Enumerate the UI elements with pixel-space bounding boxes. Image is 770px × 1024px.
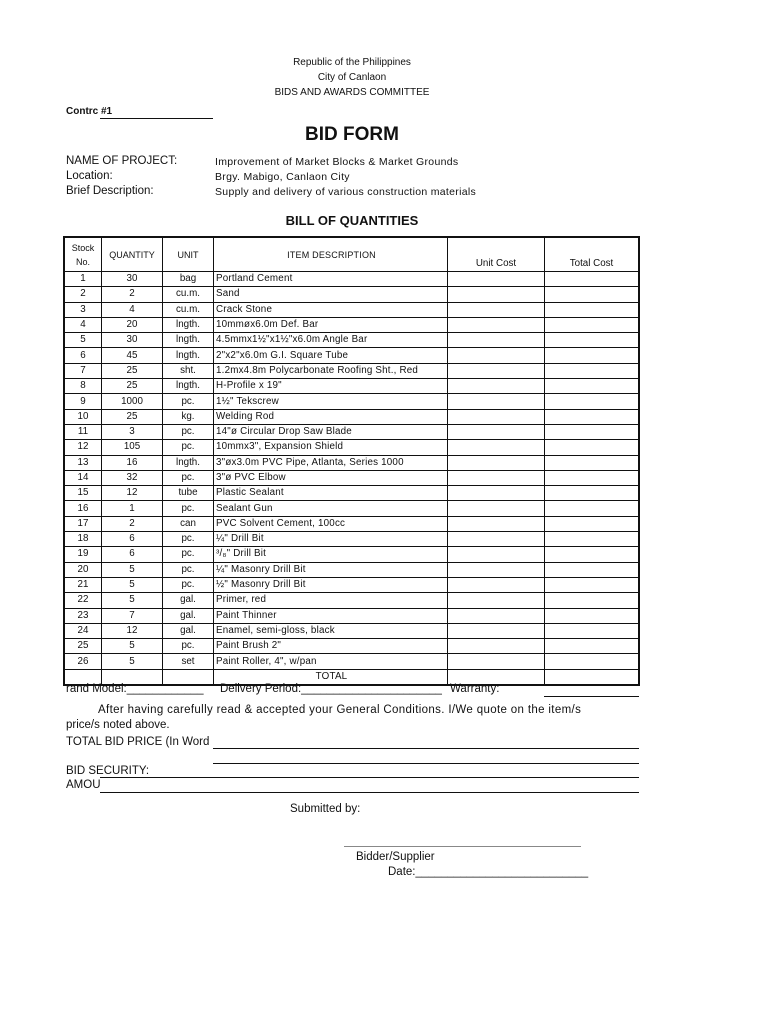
project-name-label: NAME OF PROJECT: xyxy=(66,155,178,167)
unit-cell: sht. xyxy=(163,363,214,378)
stock-no-cell: 18 xyxy=(64,532,102,547)
unit-cell: bag xyxy=(163,272,214,287)
stock-no-cell: 16 xyxy=(64,501,102,516)
stock-no-cell: 23 xyxy=(64,608,102,623)
description-cell: ¼" Masonry Drill Bit xyxy=(214,562,448,577)
quantity-cell: 5 xyxy=(102,639,163,654)
delivery-period-field: Delivery Period:______________________ xyxy=(220,683,442,695)
stock-no-cell: 6 xyxy=(64,348,102,363)
quantity-cell: 30 xyxy=(102,333,163,348)
total-cost-cell[interactable] xyxy=(545,577,640,592)
description-cell: 4.5mmx1½"x1½"x6.0m Angle Bar xyxy=(214,333,448,348)
total-cost-cell[interactable] xyxy=(545,424,640,439)
unit-cost-cell[interactable] xyxy=(448,333,545,348)
total-cost-cell[interactable] xyxy=(545,455,640,470)
total-cost-cell[interactable] xyxy=(545,516,640,531)
description-cell: Paint Brush 2" xyxy=(214,639,448,654)
quantity-cell: 105 xyxy=(102,440,163,455)
unit-cost-cell[interactable] xyxy=(448,593,545,608)
boq-title: BILL OF QUANTITIES xyxy=(285,213,419,228)
total-cost-cell[interactable] xyxy=(545,409,640,424)
quantity-cell: 6 xyxy=(102,547,163,562)
description-cell: 3"ø PVC Elbow xyxy=(214,470,448,485)
quantity-cell: 2 xyxy=(102,287,163,302)
total-cost-cell[interactable] xyxy=(545,562,640,577)
table-row xyxy=(64,639,639,654)
bidder-supplier-label: Bidder/Supplier xyxy=(356,851,435,863)
description-cell: Enamel, semi-gloss, black xyxy=(214,623,448,638)
bid-security-line xyxy=(100,777,639,778)
total-cost-cell[interactable] xyxy=(545,470,640,485)
stock-no-cell: 11 xyxy=(64,424,102,439)
grand-total-cell[interactable] xyxy=(545,669,640,685)
stock-no-cell: 17 xyxy=(64,516,102,531)
description-cell: Plastic Sealant xyxy=(214,486,448,501)
stock-no-cell: 14 xyxy=(64,470,102,485)
unit-cost-cell[interactable] xyxy=(448,639,545,654)
quantity-cell: 5 xyxy=(102,654,163,669)
description-cell: Welding Rod xyxy=(214,409,448,424)
table-row xyxy=(64,302,639,317)
quantity-cell: 12 xyxy=(102,486,163,501)
table-row xyxy=(64,470,639,485)
unit-cell: pc. xyxy=(163,424,214,439)
quantity-cell: 16 xyxy=(102,455,163,470)
unit-cost-cell[interactable] xyxy=(448,363,545,378)
unit-cost-cell[interactable] xyxy=(448,562,545,577)
col-unit: UNIT xyxy=(163,237,214,272)
date-field: Date:___________________________ xyxy=(388,866,589,878)
amount-line xyxy=(100,792,639,793)
table-row xyxy=(64,654,639,669)
unit-cell: lngth. xyxy=(163,333,214,348)
total-cost-cell[interactable] xyxy=(545,394,640,409)
quantity-cell: 1 xyxy=(102,501,163,516)
signature-line xyxy=(344,846,581,847)
total-bid-price-label: TOTAL BID PRICE (In Word xyxy=(66,736,210,748)
description-label: Brief Description: xyxy=(66,185,154,197)
total-cost-cell[interactable] xyxy=(545,608,640,623)
unit-cell: pc. xyxy=(163,639,214,654)
unit-cost-cell[interactable] xyxy=(448,424,545,439)
header-line-bac: BIDS AND AWARDS COMMITTEE xyxy=(274,87,430,98)
total-cost-cell[interactable] xyxy=(545,287,640,302)
description-cell: 1½" Tekscrew xyxy=(214,394,448,409)
table-row xyxy=(64,440,639,455)
quantity-cell: 25 xyxy=(102,409,163,424)
total-cost-cell[interactable] xyxy=(545,486,640,501)
col-stock-no: Stock No. xyxy=(64,237,102,272)
stock-no-cell: 4 xyxy=(64,317,102,332)
total-cost-cell[interactable] xyxy=(545,532,640,547)
col-quantity: QUANTITY xyxy=(102,237,163,272)
table-row xyxy=(64,363,639,378)
unit-cell: set xyxy=(163,654,214,669)
table-row xyxy=(64,272,639,287)
stock-no-cell: 9 xyxy=(64,394,102,409)
unit-cell: cu.m. xyxy=(163,302,214,317)
description-cell: 2"x2"x6.0m G.I. Square Tube xyxy=(214,348,448,363)
col-description: ITEM DESCRIPTION xyxy=(214,237,448,272)
quantity-cell: 5 xyxy=(102,562,163,577)
total-label: TOTAL xyxy=(214,669,448,685)
table-row xyxy=(64,593,639,608)
unit-cell: gal. xyxy=(163,593,214,608)
table-row xyxy=(64,577,639,592)
total-cost-cell[interactable] xyxy=(545,654,640,669)
description-cell: Sealant Gun xyxy=(214,501,448,516)
boq-table xyxy=(63,236,640,686)
stock-no-cell: 2 xyxy=(64,287,102,302)
table-row xyxy=(64,516,639,531)
table-row xyxy=(64,333,639,348)
unit-cost-cell[interactable] xyxy=(448,577,545,592)
header-line-city: City of Canlaon xyxy=(317,72,387,83)
total-bid-price-line-1 xyxy=(213,748,639,749)
total-cost-cell[interactable] xyxy=(545,501,640,516)
unit-cell: lngth. xyxy=(163,348,214,363)
table-row xyxy=(64,348,639,363)
total-cost-cell[interactable] xyxy=(545,593,640,608)
quantity-cell: 5 xyxy=(102,577,163,592)
unit-cell: lngth. xyxy=(163,317,214,332)
description-cell: 1.2mx4.8m Polycarbonate Roofing Sht., Red xyxy=(214,363,448,378)
unit-cost-cell[interactable] xyxy=(448,287,545,302)
unit-cost-cell[interactable] xyxy=(448,501,545,516)
unit-cell: cu.m. xyxy=(163,287,214,302)
description-cell: ³/₈" Drill Bit xyxy=(214,547,448,562)
total-cost-cell[interactable] xyxy=(545,302,640,317)
description-cell: Primer, red xyxy=(214,593,448,608)
quantity-cell: 32 xyxy=(102,470,163,485)
table-row xyxy=(64,394,639,409)
stock-no-cell: 25 xyxy=(64,639,102,654)
quantity-cell: 7 xyxy=(102,608,163,623)
description-cell: 10mmøx6.0m Def. Bar xyxy=(214,317,448,332)
unit-cell: pc. xyxy=(163,547,214,562)
total-bid-price-line-2 xyxy=(213,763,639,764)
total-cost-cell[interactable] xyxy=(545,440,640,455)
stock-no-cell: 21 xyxy=(64,577,102,592)
stock-no-cell: 15 xyxy=(64,486,102,501)
unit-cell: kg. xyxy=(163,409,214,424)
unit-cell: pc. xyxy=(163,394,214,409)
quantity-cell: 6 xyxy=(102,532,163,547)
statement-line-2: price/s noted above. xyxy=(66,719,170,731)
unit-cell: pc. xyxy=(163,440,214,455)
header-line-republic: Republic of the Philippines xyxy=(293,57,411,68)
table-row xyxy=(64,486,639,501)
quantity-cell: 25 xyxy=(102,379,163,394)
table-row xyxy=(64,608,639,623)
col-total-cost: Total Cost xyxy=(545,237,640,272)
unit-cost-cell[interactable] xyxy=(448,302,545,317)
total-cost-cell[interactable] xyxy=(545,272,640,287)
quantity-cell: 1000 xyxy=(102,394,163,409)
quantity-cell: 25 xyxy=(102,363,163,378)
total-cost-cell[interactable] xyxy=(545,317,640,332)
unit-cost-cell[interactable] xyxy=(448,379,545,394)
statement-line-1: After having carefully read & accepted your General Conditions. I/We quote on the item/s xyxy=(98,704,582,716)
stock-no-cell: 8 xyxy=(64,379,102,394)
stock-no-cell: 10 xyxy=(64,409,102,424)
stock-no-cell: 3 xyxy=(64,302,102,317)
quantity-cell: 20 xyxy=(102,317,163,332)
quantity-cell: 3 xyxy=(102,424,163,439)
table-row xyxy=(64,501,639,516)
unit-cost-cell[interactable] xyxy=(448,394,545,409)
quantity-cell: 5 xyxy=(102,593,163,608)
stock-no-cell: 1 xyxy=(64,272,102,287)
unit-cost-cell[interactable] xyxy=(448,348,545,363)
unit-cost-cell[interactable] xyxy=(448,608,545,623)
quantity-cell: 2 xyxy=(102,516,163,531)
brand-model-field: rand Model:____________ xyxy=(66,683,204,695)
location-value: Brgy. Mabigo, Canlaon City xyxy=(215,171,350,183)
unit-cell: lngth. xyxy=(163,455,214,470)
table-row xyxy=(64,547,639,562)
description-cell: PVC Solvent Cement, 100cc xyxy=(214,516,448,531)
unit-cell: gal. xyxy=(163,608,214,623)
total-cost-cell[interactable] xyxy=(545,363,640,378)
unit-cost-cell[interactable] xyxy=(448,440,545,455)
quantity-cell: 30 xyxy=(102,272,163,287)
unit-cell: lngth. xyxy=(163,379,214,394)
table-row xyxy=(64,379,639,394)
unit-cost-cell[interactable] xyxy=(448,272,545,287)
table-row xyxy=(64,455,639,470)
unit-cell: pc. xyxy=(163,577,214,592)
col-unit-cost: Unit Cost xyxy=(448,237,545,272)
boq-body xyxy=(64,272,639,686)
stock-no-cell: 26 xyxy=(64,654,102,669)
unit-cell: pc. xyxy=(163,501,214,516)
description-cell: 14"ø Circular Drop Saw Blade xyxy=(214,424,448,439)
unit-cost-cell[interactable] xyxy=(448,455,545,470)
unit-cost-cell[interactable] xyxy=(448,547,545,562)
table-header-row xyxy=(64,237,639,272)
unit-cost-cell[interactable] xyxy=(448,654,545,669)
table-row xyxy=(64,623,639,638)
total-cost-cell[interactable] xyxy=(545,333,640,348)
stock-no-cell: 19 xyxy=(64,547,102,562)
unit-cell: can xyxy=(163,516,214,531)
unit-cost-cell[interactable] xyxy=(448,409,545,424)
quantity-cell: 4 xyxy=(102,302,163,317)
warranty-label: Warranty: xyxy=(450,683,500,695)
page-title: BID FORM xyxy=(305,124,399,145)
contract-underline xyxy=(100,118,213,119)
project-name-value: Improvement of Market Blocks & Market Grounds xyxy=(215,156,459,168)
description-cell: 3"øx3.0m PVC Pipe, Atlanta, Series 1000 xyxy=(214,455,448,470)
unit-cost-cell[interactable] xyxy=(448,532,545,547)
description-value: Supply and delivery of various construction materials xyxy=(215,186,477,198)
unit-cost-cell[interactable] xyxy=(448,470,545,485)
contract-label: Contrc #1 xyxy=(66,106,113,117)
location-label: Location: xyxy=(66,170,113,182)
table-row xyxy=(64,409,639,424)
table-row xyxy=(64,317,639,332)
description-cell: Paint Thinner xyxy=(214,608,448,623)
table-row xyxy=(64,562,639,577)
unit-cost-cell[interactable] xyxy=(448,516,545,531)
unit-cell: pc. xyxy=(163,532,214,547)
table-row xyxy=(64,532,639,547)
table-row xyxy=(64,424,639,439)
unit-cell: gal. xyxy=(163,623,214,638)
total-cost-cell[interactable] xyxy=(545,379,640,394)
warranty-line xyxy=(544,696,639,697)
description-cell: ½" Masonry Drill Bit xyxy=(214,577,448,592)
stock-no-cell: 24 xyxy=(64,623,102,638)
stock-no-cell: 5 xyxy=(64,333,102,348)
description-cell: H-Profile x 19" xyxy=(214,379,448,394)
description-cell: ¼" Drill Bit xyxy=(214,532,448,547)
stock-no-cell: 13 xyxy=(64,455,102,470)
unit-cost-cell[interactable] xyxy=(448,623,545,638)
unit-cost-cell[interactable] xyxy=(448,317,545,332)
table-row xyxy=(64,287,639,302)
amount-label: AMOU xyxy=(66,779,101,791)
submitted-by-label: Submitted by: xyxy=(290,803,361,815)
stock-no-cell: 7 xyxy=(64,363,102,378)
description-cell: Portland Cement xyxy=(214,272,448,287)
description-cell: Paint Roller, 4", w/pan xyxy=(214,654,448,669)
bid-security-label: BID SECURITY: xyxy=(66,765,150,777)
total-cost-cell[interactable] xyxy=(545,639,640,654)
description-cell: 10mmx3", Expansion Shield xyxy=(214,440,448,455)
total-cost-cell[interactable] xyxy=(545,348,640,363)
unit-cost-cell[interactable] xyxy=(448,486,545,501)
unit-cell: tube xyxy=(163,486,214,501)
unit-cell: pc. xyxy=(163,470,214,485)
description-cell: Crack Stone xyxy=(214,302,448,317)
stock-no-cell: 12 xyxy=(64,440,102,455)
unit-cell: pc. xyxy=(163,562,214,577)
quantity-cell: 45 xyxy=(102,348,163,363)
description-cell: Sand xyxy=(214,287,448,302)
quantity-cell: 12 xyxy=(102,623,163,638)
total-cost-cell[interactable] xyxy=(545,547,640,562)
total-cost-cell[interactable] xyxy=(545,623,640,638)
stock-no-cell: 20 xyxy=(64,562,102,577)
stock-no-cell: 22 xyxy=(64,593,102,608)
